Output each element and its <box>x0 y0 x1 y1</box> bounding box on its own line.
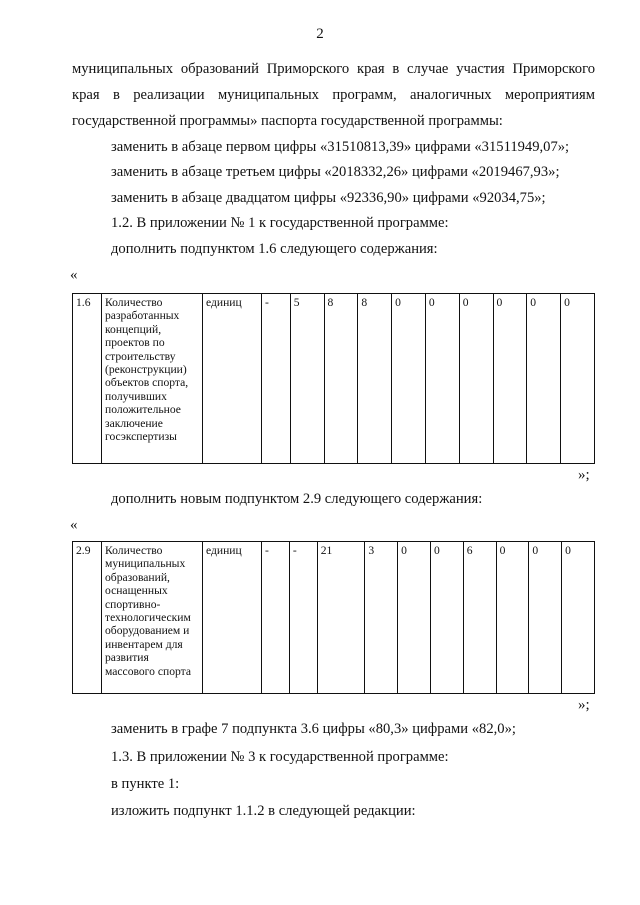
value-cell: 0 <box>398 542 431 694</box>
value-cell: 0 <box>561 294 595 464</box>
value-cell: - <box>289 542 317 694</box>
value-cell: 0 <box>527 294 561 464</box>
instruction-line: в пункте 1: <box>111 776 180 792</box>
section-heading: 1.2. В приложении № 1 к государственной программе: <box>111 215 449 231</box>
value-cell: - <box>262 294 291 464</box>
indicator-description: Количество разработанных концепций, проектов по строительству (реконструкции) объектов спорта, получивших положительное заключение госэкспертизы <box>102 294 203 464</box>
paragraph-line: государственной программы» паспорта государственной программы: <box>72 113 503 129</box>
value-cell: 0 <box>493 294 527 464</box>
closing-quote: »; <box>578 697 590 713</box>
value-cell: 0 <box>496 542 529 694</box>
value-cell: 8 <box>358 294 392 464</box>
instruction-line: дополнить подпунктом 1.6 следующего содержания: <box>111 241 438 257</box>
unit-cell: единиц <box>203 294 262 464</box>
instruction-line: заменить в графе 7 подпункта 3.6 цифры «80,3» цифрами «82,0»; <box>111 721 516 737</box>
value-cell: - <box>262 542 290 694</box>
value-cell: 5 <box>290 294 324 464</box>
value-cell: 6 <box>463 542 496 694</box>
indicator-description: Количество муниципальных образований, оснащенных спортивно-технологическим оборудованием и инвентарем для развития массового спорта <box>102 542 203 694</box>
value-cell: 0 <box>392 294 426 464</box>
value-cell: 21 <box>317 542 365 694</box>
indicator-table-2-9 <box>72 541 595 694</box>
instruction-line: изложить подпункт 1.1.2 в следующей редакции: <box>111 803 416 819</box>
row-number: 1.6 <box>73 294 102 464</box>
instruction-line: заменить в абзаце двадцатом цифры «92336,90» цифрами «92034,75»; <box>111 190 546 206</box>
section-heading: 1.3. В приложении № 3 к государственной программе: <box>111 749 449 765</box>
value-cell: 0 <box>562 542 595 694</box>
row-number: 2.9 <box>73 542 102 694</box>
table-row <box>73 294 595 464</box>
value-cell: 0 <box>459 294 493 464</box>
paragraph-line: муниципальных образований Приморского края в случае участия Приморского <box>72 61 595 77</box>
table-row <box>73 542 595 694</box>
value-cell: 3 <box>365 542 398 694</box>
value-cell: 0 <box>529 542 562 694</box>
instruction-line: заменить в абзаце третьем цифры «2018332,26» цифрами «2019467,93»; <box>111 164 560 180</box>
instruction-line: заменить в абзаце первом цифры «31510813,39» цифрами «31511949,07»; <box>111 139 570 155</box>
value-cell: 0 <box>430 542 463 694</box>
unit-cell: единиц <box>203 542 262 694</box>
value-cell: 0 <box>425 294 459 464</box>
page-number: 2 <box>316 26 324 42</box>
instruction-line: дополнить новым подпунктом 2.9 следующего содержания: <box>111 491 483 507</box>
indicator-table-1-6 <box>72 293 595 464</box>
opening-quote: « <box>70 517 78 533</box>
value-cell: 8 <box>324 294 358 464</box>
paragraph-line: края в реализации муниципальных программ, аналогичных мероприятиям <box>72 87 595 103</box>
opening-quote: « <box>70 267 78 283</box>
closing-quote: »; <box>578 467 590 483</box>
